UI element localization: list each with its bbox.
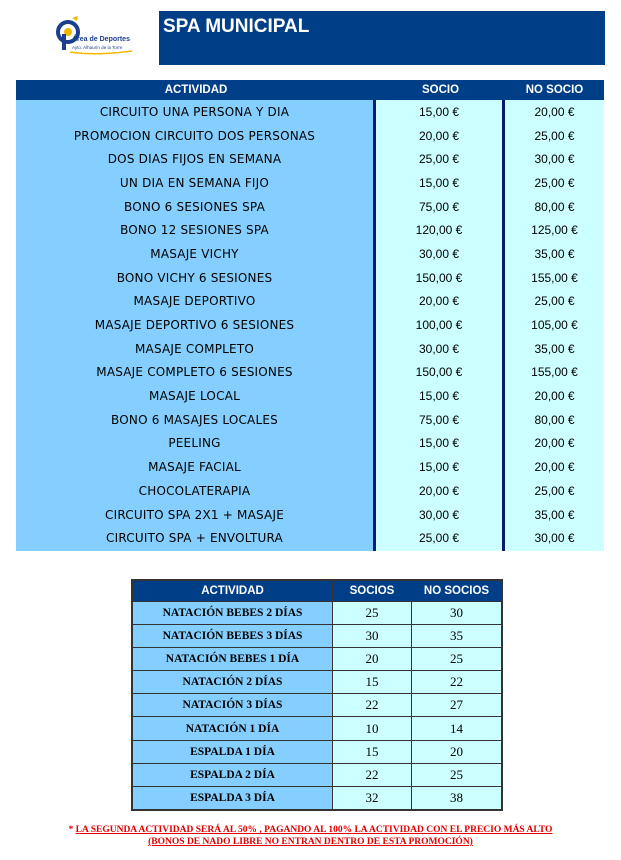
spa-activity-cell: CIRCUITO UNA PERSONA Y DIA: [99, 104, 290, 119]
swim-activity-cell: NATACIÓN BEBES 1 DÍA: [133, 648, 333, 671]
spa-activity-cell: MASAJE COMPLETO: [134, 341, 254, 356]
swim-socios-cell: 32: [333, 786, 412, 809]
spa-socio-price-cell: 20,00 €: [418, 483, 460, 498]
spa-socio-price-cell: 15,00 €: [418, 104, 460, 119]
spa-socio-price-cell: 150,00 €: [415, 270, 463, 285]
swim-no-socios-cell: 38: [412, 786, 502, 809]
spa-socio-price-cell: 15,00 €: [418, 389, 460, 404]
spa-activity-cell: UN DIA EN SEMANA FIJO: [119, 175, 270, 190]
spa-activity-cell: BONO 6 MASAJES LOCALES: [111, 412, 278, 427]
spa-price-table: [16, 80, 604, 551]
spa-activity-cell: BONO 6 SESIONES SPA: [123, 199, 266, 214]
page-title: SPA MUNICIPAL: [159, 11, 605, 65]
logo-title: Área de Deportes: [72, 36, 130, 43]
swim-socios-cell: 15: [333, 740, 412, 763]
spa-socio-price-cell: 30,00 €: [418, 246, 460, 261]
spa-activity-cell: BONO 12 SESIONES SPA: [120, 223, 269, 238]
header-socios: SOCIOS: [333, 581, 412, 602]
swim-activity-cell: NATACIÓN 3 DÍAS: [133, 694, 333, 717]
spa-activity-cell: MASAJE DEPORTIVO 6 SESIONES: [94, 318, 295, 333]
spa-no-socio-price-cell: 30,00 €: [534, 531, 575, 546]
spa-activity-cell: CHOCOLATERAPIA: [138, 483, 251, 498]
swim-no-socios-cell: 22: [412, 671, 502, 694]
spa-socio-price-cell: 15,00 €: [418, 175, 460, 190]
spa-no-socio-price-cell: 105,00 €: [531, 318, 578, 333]
header-no-socios: NO SOCIOS: [412, 581, 502, 602]
swim-table-row: [133, 694, 502, 717]
swim-table-row: [133, 786, 502, 809]
note-line-1: LA SEGUNDA ACTIVIDAD SERÁ AL 50% , PAGANDO AL 100% LA ACTIVIDAD CON EL PRECIO MÁS ALTO: [75, 825, 553, 835]
swim-activity-cell: NATACIÓN BEBES 2 DÍAS: [133, 602, 333, 625]
spa-activity-cell: BONO VICHY 6 SESIONES: [116, 270, 273, 285]
swim-socios-cell: 25: [333, 602, 412, 625]
swim-activity-cell: NATACIÓN 1 DÍA: [133, 717, 333, 740]
spa-no-socio-price-cell: 35,00 €: [534, 246, 575, 261]
spa-socio-price-cell: 25,00 €: [418, 531, 460, 546]
header-actividad: ACTIVIDAD: [133, 581, 333, 602]
spa-activity-cell: PEELING: [168, 436, 221, 451]
spa-socio-price-cell: 150,00 €: [415, 365, 463, 380]
header-no-socio: NO SOCIO: [525, 84, 584, 96]
area-deportes-logo: [52, 14, 138, 58]
swim-no-socios-cell: 30: [412, 602, 502, 625]
activity-column: [16, 100, 376, 551]
spa-no-socio-price-cell: 25,00 €: [534, 175, 575, 190]
promotion-note: [0, 824, 621, 848]
swim-socios-cell: 22: [333, 763, 412, 786]
spa-activity-cell: CIRCUITO SPA 2X1 + MASAJE: [105, 507, 284, 522]
socio-price-column: [376, 100, 505, 551]
spa-no-socio-price-cell: 20,00 €: [534, 389, 575, 404]
spa-table-header: [16, 80, 604, 100]
swim-table-row: [133, 648, 502, 671]
swim-socios-cell: 22: [333, 694, 412, 717]
swim-table-row: [133, 625, 502, 648]
swim-no-socios-cell: 25: [412, 763, 502, 786]
no-socio-price-column: [505, 100, 604, 551]
spa-socio-price-cell: 100,00 €: [415, 318, 463, 333]
swim-activity-cell: NATACIÓN BEBES 3 DÍAS: [133, 625, 333, 648]
swim-no-socios-cell: 25: [412, 648, 502, 671]
spa-socio-price-cell: 120,00 €: [415, 223, 463, 238]
swim-activity-cell: ESPALDA 3 DÍA: [133, 786, 333, 809]
spa-socio-price-cell: 15,00 €: [418, 436, 460, 451]
spa-socio-price-cell: 30,00 €: [418, 341, 460, 356]
spa-table-body: [16, 100, 604, 551]
spa-activity-cell: PROMOCION CIRCUITO DOS PERSONAS: [73, 128, 316, 143]
spa-socio-price-cell: 30,00 €: [418, 507, 460, 522]
spa-no-socio-price-cell: 80,00 €: [534, 412, 575, 427]
spa-no-socio-price-cell: 20,00 €: [534, 436, 575, 451]
spa-socio-price-cell: 15,00 €: [418, 460, 460, 475]
swim-socios-cell: 10: [333, 717, 412, 740]
spa-no-socio-price-cell: 155,00 €: [531, 365, 578, 380]
swim-socios-cell: 30: [333, 625, 412, 648]
swim-no-socios-cell: 14: [412, 717, 502, 740]
spa-no-socio-price-cell: 25,00 €: [534, 483, 575, 498]
spa-no-socio-price-cell: 35,00 €: [534, 507, 575, 522]
spa-activity-cell: DOS DIAS FIJOS EN SEMANA: [107, 152, 282, 167]
spa-activity-cell: MASAJE DEPORTIVO: [133, 294, 256, 309]
swim-table-header: [133, 581, 502, 602]
spa-no-socio-price-cell: 35,00 €: [534, 341, 575, 356]
spa-socio-price-cell: 20,00 €: [418, 128, 460, 143]
spa-socio-price-cell: 25,00 €: [418, 152, 460, 167]
header-socio: SOCIO: [421, 84, 460, 96]
swim-table-row: [133, 717, 502, 740]
spa-activity-cell: CIRCUITO SPA + ENVOLTURA: [106, 531, 283, 546]
note-line-2: (BONOS DE NADO LIBRE NO ENTRAN DENTRO DE ESTA PROMOCIÓN): [148, 837, 473, 847]
swim-table-row: [133, 740, 502, 763]
swim-table-row: [133, 763, 502, 786]
swim-no-socios-cell: 35: [412, 625, 502, 648]
swim-socios-cell: 20: [333, 648, 412, 671]
spa-no-socio-price-cell: 155,00 €: [531, 270, 578, 285]
swim-table-row: [133, 602, 502, 625]
spa-activity-cell: MASAJE LOCAL: [149, 389, 240, 404]
spa-no-socio-price-cell: 20,00 €: [534, 460, 575, 475]
logo-subtitle: Ayto. Alhaurín de la Torre: [72, 45, 123, 50]
spa-activity-cell: MASAJE COMPLETO 6 SESIONES: [96, 365, 293, 380]
spa-no-socio-price-cell: 125,00 €: [531, 223, 578, 238]
spa-no-socio-price-cell: 30,00 €: [534, 152, 575, 167]
spa-socio-price-cell: 75,00 €: [418, 412, 460, 427]
swim-activity-cell: ESPALDA 1 DÍA: [133, 740, 333, 763]
spa-no-socio-price-cell: 25,00 €: [534, 294, 575, 309]
swim-table-row: [133, 671, 502, 694]
spa-socio-price-cell: 20,00 €: [418, 294, 460, 309]
note-asterisk: *: [68, 825, 74, 835]
spa-no-socio-price-cell: 25,00 €: [534, 128, 575, 143]
spa-no-socio-price-cell: 80,00 €: [534, 199, 575, 214]
spa-socio-price-cell: 75,00 €: [418, 199, 460, 214]
swim-activity-cell: ESPALDA 2 DÍA: [133, 763, 333, 786]
header-actividad: ACTIVIDAD: [164, 84, 228, 96]
swim-socios-cell: 15: [333, 671, 412, 694]
swim-no-socios-cell: 20: [412, 740, 502, 763]
spa-no-socio-price-cell: 20,00 €: [534, 104, 575, 119]
spa-activity-cell: MASAJE VICHY: [150, 246, 239, 261]
spa-activity-cell: MASAJE FACIAL: [148, 460, 241, 475]
swim-activity-cell: NATACIÓN 2 DÍAS: [133, 671, 333, 694]
swim-no-socios-cell: 27: [412, 694, 502, 717]
swim-price-table: [131, 579, 503, 811]
